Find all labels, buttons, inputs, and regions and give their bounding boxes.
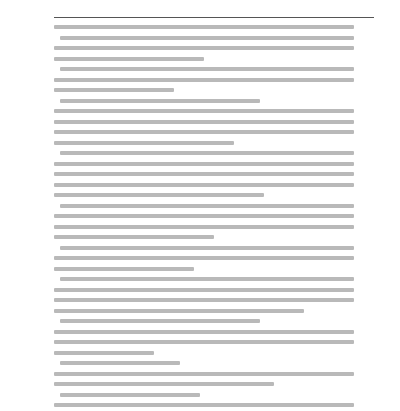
text-line [54, 243, 354, 254]
text-line [54, 43, 354, 54]
text-line [54, 358, 354, 369]
text-line [54, 211, 354, 222]
text-line [54, 64, 354, 75]
text-line [54, 96, 354, 107]
text-line [54, 106, 354, 117]
text-line [54, 264, 354, 275]
text-line [54, 201, 354, 212]
text-line [54, 285, 354, 296]
text-line [54, 274, 354, 285]
text-line [54, 348, 354, 359]
text-line [54, 316, 354, 327]
text-line [54, 369, 354, 380]
text-line [54, 148, 354, 159]
text-line [54, 379, 354, 390]
text-line [54, 390, 354, 401]
text-line [54, 190, 354, 201]
text-line [54, 327, 354, 338]
body-text [54, 22, 354, 411]
text-line [54, 306, 354, 317]
text-line [54, 54, 354, 65]
text-line [54, 85, 354, 96]
header-rule [54, 17, 374, 18]
text-line [54, 222, 354, 233]
text-line [54, 180, 354, 191]
text-line [54, 138, 354, 149]
text-line [54, 33, 354, 44]
text-line [54, 400, 354, 411]
text-line [54, 159, 354, 170]
text-line [54, 127, 354, 138]
text-line [54, 22, 354, 33]
text-line [54, 232, 354, 243]
text-line [54, 295, 354, 306]
text-line [54, 253, 354, 264]
text-line [54, 337, 354, 348]
text-line [54, 169, 354, 180]
text-line [54, 117, 354, 128]
page-header [54, 7, 374, 19]
text-line [54, 75, 354, 86]
